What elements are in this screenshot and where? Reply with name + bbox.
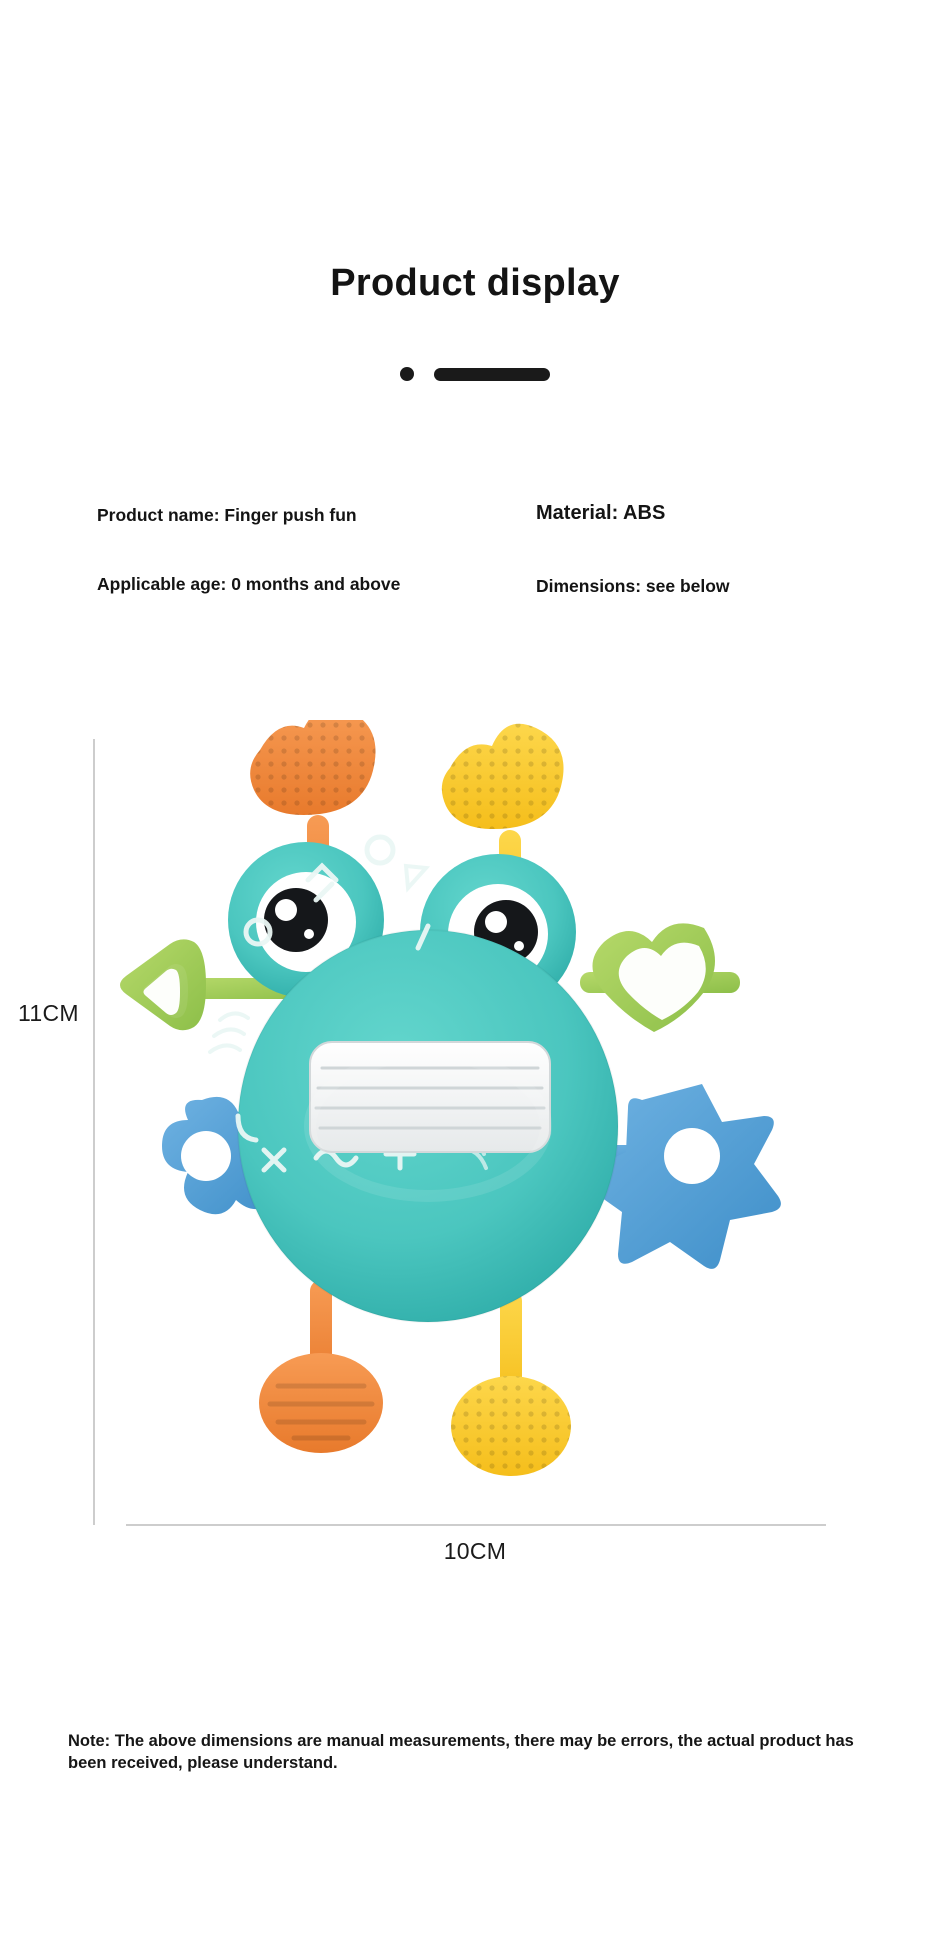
pager-active-bar-icon[interactable] (434, 368, 550, 381)
product-illustration (110, 720, 830, 1520)
width-label: 10CM (443, 1538, 507, 1564)
pager-dot-icon[interactable] (400, 367, 414, 381)
spec-dimensions: Dimensions: see below (536, 576, 730, 596)
carousel-pager[interactable] (0, 367, 950, 381)
height-label: 11CM (18, 1000, 79, 1026)
spec-material: Material: ABS (536, 502, 666, 524)
page-title: Product display (330, 262, 620, 304)
spec-applicable-age: Applicable age: 0 months and above (97, 574, 401, 594)
measurement-note: Note: The above dimensions are manual measurements, there may be errors, the actual product has been received, please understand. (68, 1732, 854, 1773)
width-measure-line (126, 1524, 826, 1526)
spec-product-name: Product name: Finger push fun (97, 505, 357, 525)
green-heart-right-arm (580, 923, 740, 1032)
height-measure-line (93, 739, 95, 1525)
